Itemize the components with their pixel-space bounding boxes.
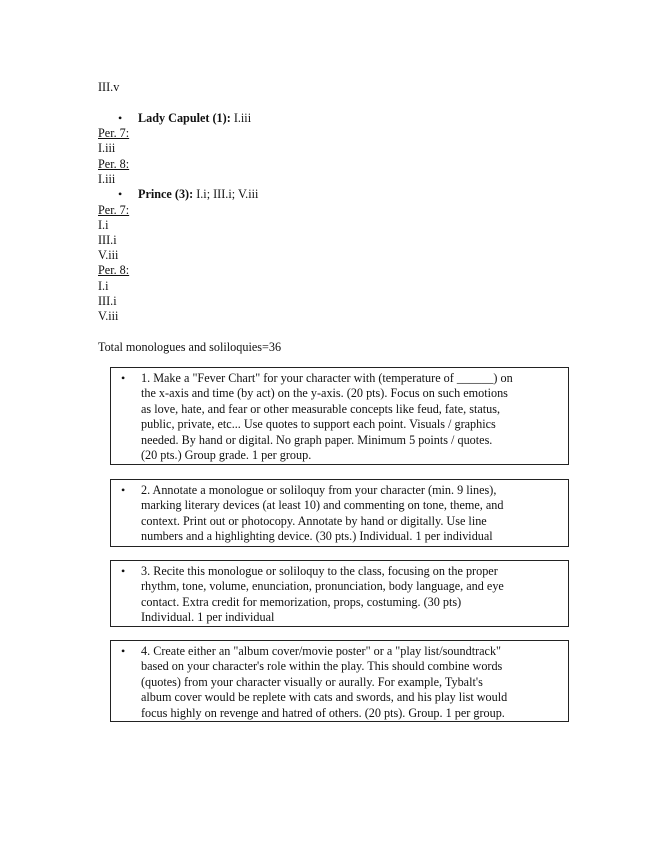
task-text-line: public, private, etc... Use quotes to support each point. Visuals / graphics: [141, 417, 496, 432]
task-box-3: [110, 560, 569, 627]
task-text-line: rhythm, tone, volume, enunciation, pronunciation, body language, and eye: [141, 579, 504, 594]
character-lady-capulet: [118, 111, 251, 126]
task-text-line: based on your character's role within the play. This should combine words: [141, 659, 503, 674]
task-text-line: 1. Make a "Fever Chart" for your character with (temperature of ______) on: [141, 371, 513, 385]
period-label: Per. 8:: [98, 263, 130, 277]
task-text-line: the x-axis and time (by act) on the y-axis. (20 pts). Focus on such emotions: [141, 386, 508, 401]
character-name: Prince (3):: [138, 187, 194, 201]
scene-ref: V.iii: [98, 309, 119, 323]
scene-ref: I.iii: [98, 141, 116, 155]
task-box-2: [110, 479, 569, 547]
bullet-icon: •: [121, 564, 126, 578]
task-text-line: marking literary devices (at least 10) and commenting on tone, theme, and: [141, 498, 504, 513]
task-text-line: focus highly on revenge and hatred of others. (20 pts). Group. 1 per group.: [141, 705, 505, 720]
bullet-icon: •: [118, 187, 123, 201]
bullet-icon: •: [121, 644, 126, 658]
bullet-icon: •: [121, 371, 126, 385]
scene-ref: I.i: [98, 218, 109, 232]
period-label: Per. 7:: [98, 203, 130, 217]
task-text-line: 2. Annotate a monologue or soliloquy from your character (min. 9 lines),: [141, 483, 497, 497]
period-label: Per. 7:: [98, 126, 130, 140]
task-text-line: Individual. 1 per individual: [141, 610, 275, 625]
total-count: Total monologues and soliloquies=36: [98, 340, 282, 354]
scene-ref: I.iii: [98, 172, 116, 186]
period-label: Per. 8:: [98, 157, 130, 171]
task-text-line: 4. Create either an "album cover/movie poster" or a "play list/soundtrack": [141, 644, 502, 658]
task-box-1: [110, 367, 569, 465]
task-text-line: (quotes) from your character visually or aurally. For example, Tybalt's: [141, 674, 483, 689]
task-text-line: as love, hate, and fear or other measurable concepts like feud, fate, status,: [141, 401, 501, 416]
task-text-line: contact. Extra credit for memorization, props, costuming. (30 pts): [141, 594, 462, 609]
task-text-line: numbers and a highlighting device. (30 pts.) Individual. 1 per individual: [141, 529, 493, 544]
task-text-line: needed. By hand or digital. No graph paper. Minimum 5 points / quotes.: [141, 432, 493, 447]
task-text-line: (20 pts.) Group grade. 1 per group.: [141, 448, 312, 463]
scene-ref: V.iii: [98, 248, 119, 262]
character-scenes: I.i; III.i; V.iii: [193, 187, 259, 201]
task-text-line: 3. Recite this monologue or soliloquy to the class, focusing on the proper: [141, 564, 498, 578]
character-prince: [118, 187, 258, 202]
bullet-icon: •: [121, 483, 126, 497]
scene-ref: III.v: [98, 80, 120, 94]
task-text-line: album cover would be replete with cats and swords, and his play list would: [141, 690, 508, 705]
character-scenes: I.iii: [230, 111, 252, 125]
task-text-line: context. Print out or photocopy. Annotate by hand or digitally. Use line: [141, 513, 487, 528]
scene-ref: III.i: [98, 233, 117, 247]
scene-ref: I.i: [98, 279, 109, 293]
character-name: Lady Capulet (1):: [138, 111, 231, 125]
task-box-4: [110, 640, 569, 722]
bullet-icon: •: [118, 111, 123, 125]
scene-ref: III.i: [98, 294, 117, 308]
